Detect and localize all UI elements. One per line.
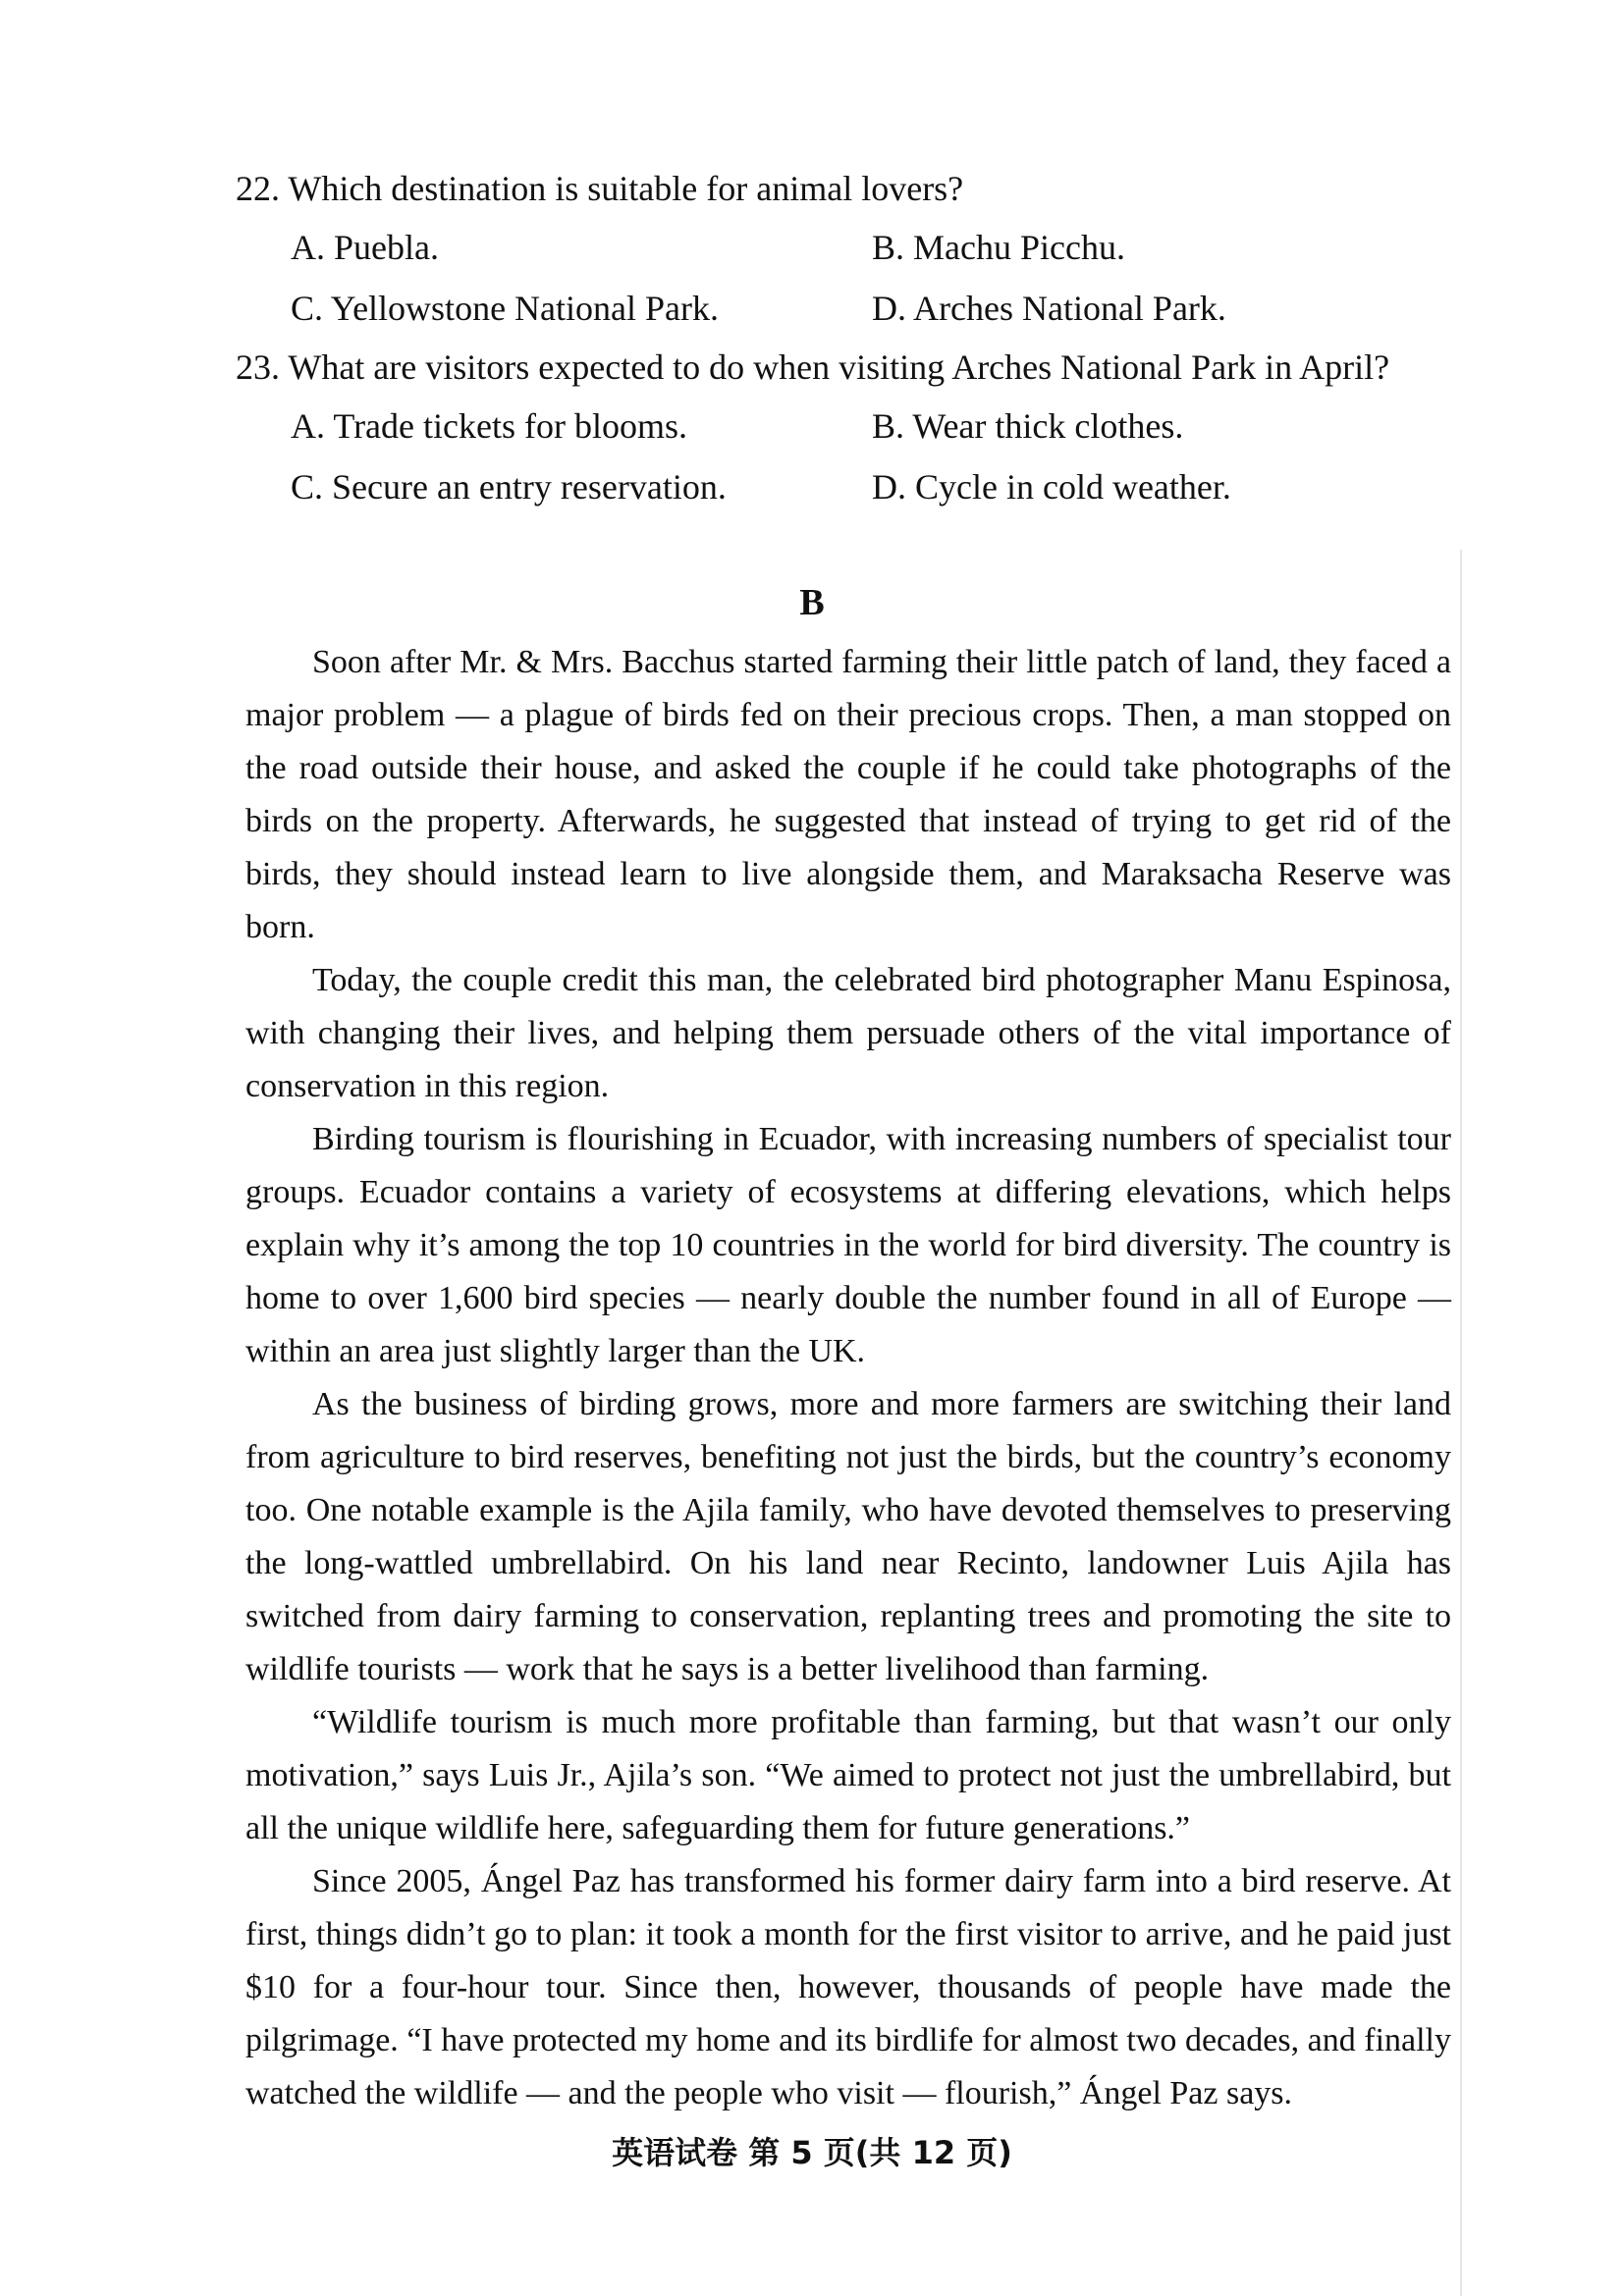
question-stem: 23. What are visitors expected to do when visiting Arches National Park in April? (236, 347, 1390, 387)
option-c: C. Yellowstone National Park. (291, 289, 719, 328)
answer-options (236, 224, 1473, 332)
option-d: D. Cycle in cold weather. (872, 467, 1231, 507)
option-a: A. Trade tickets for blooms. (291, 406, 687, 446)
section-heading: B (799, 582, 825, 623)
option-b: B. Wear thick clothes. (872, 406, 1184, 446)
option-d: D. Arches National Park. (872, 289, 1226, 328)
question-stem: 22. Which destination is suitable for animal lovers? (236, 169, 964, 208)
option-c: C. Secure an entry reservation. (291, 467, 727, 507)
passage-paragraph: As the business of birding grows, more and more farmers are switching their land from agriculture to bird reserves, benefiting not just the birds, but the country’s economy too. One notable example is the Ajila family, who have devoted themselves to preserving the long-wattled umbrellabird. On his land near Recinto, landowner Luis Ajila has switched from dairy farming to conservation, replanting trees and promoting the site to wildlife tourists — work that he says is a better livelihood than farming. (245, 1386, 1451, 1687)
answer-options (236, 402, 1473, 510)
question-22 (236, 165, 1473, 332)
passage-paragraph: Today, the couple credit this man, the celebrated bird photographer Manu Espinosa, with changing their lives, and helping them persuade others of the vital importance of conservation in this region. (245, 962, 1451, 1104)
question-23 (236, 344, 1473, 510)
option-a: A. Puebla. (291, 228, 439, 267)
passage-paragraph: Since 2005, Ángel Paz has transformed his former dairy farm into a bird reserve. At first, things didn’t go to plan: it took a month for the first visitor to arrive, and he paid just $10 for a four-hour tour. Since then, however, thousands of people have made the pilgrimage. “I have protected my home and its birdlife for almost two decades, and finally watched the wildlife — and the people who visit — flourish,” Ángel Paz says. (245, 1863, 1451, 2111)
reading-passage (245, 636, 1451, 2120)
scan-edge-line (1460, 550, 1462, 2296)
passage-paragraph: “Wildlife tourism is much more profitable than farming, but that wasn’t our only motivation,” says Luis Jr., Ajila’s son. “We aimed to protect not just the umbrellabird, but all the unique wildlife here, safeguarding them for future generations.” (245, 1704, 1451, 1846)
passage-paragraph: Soon after Mr. & Mrs. Bacchus started farming their little patch of land, they faced a major problem — a plague of birds fed on their precious crops. Then, a man stopped on the road outside their house, and asked the couple if he could take photographs of the birds on the property. Afterwards, he suggested that instead of trying to get rid of the birds, they should instead learn to live alongside them, and Maraksacha Reserve was born. (245, 644, 1451, 945)
option-b: B. Machu Picchu. (872, 228, 1125, 267)
passage-paragraph: Birding tourism is flourishing in Ecuador, with increasing numbers of specialist tour groups. Ecuador contains a variety of ecosystems at differing elevations, which helps explain why it’s among the top 10 countries in the world for bird diversity. The country is home to over 1,600 bird species — nearly double the number found in all of Europe — within an area just slightly larger than the UK. (245, 1121, 1451, 1369)
page-footer: 英语试卷 第 5 页(共 12 页) (612, 2134, 1012, 2171)
